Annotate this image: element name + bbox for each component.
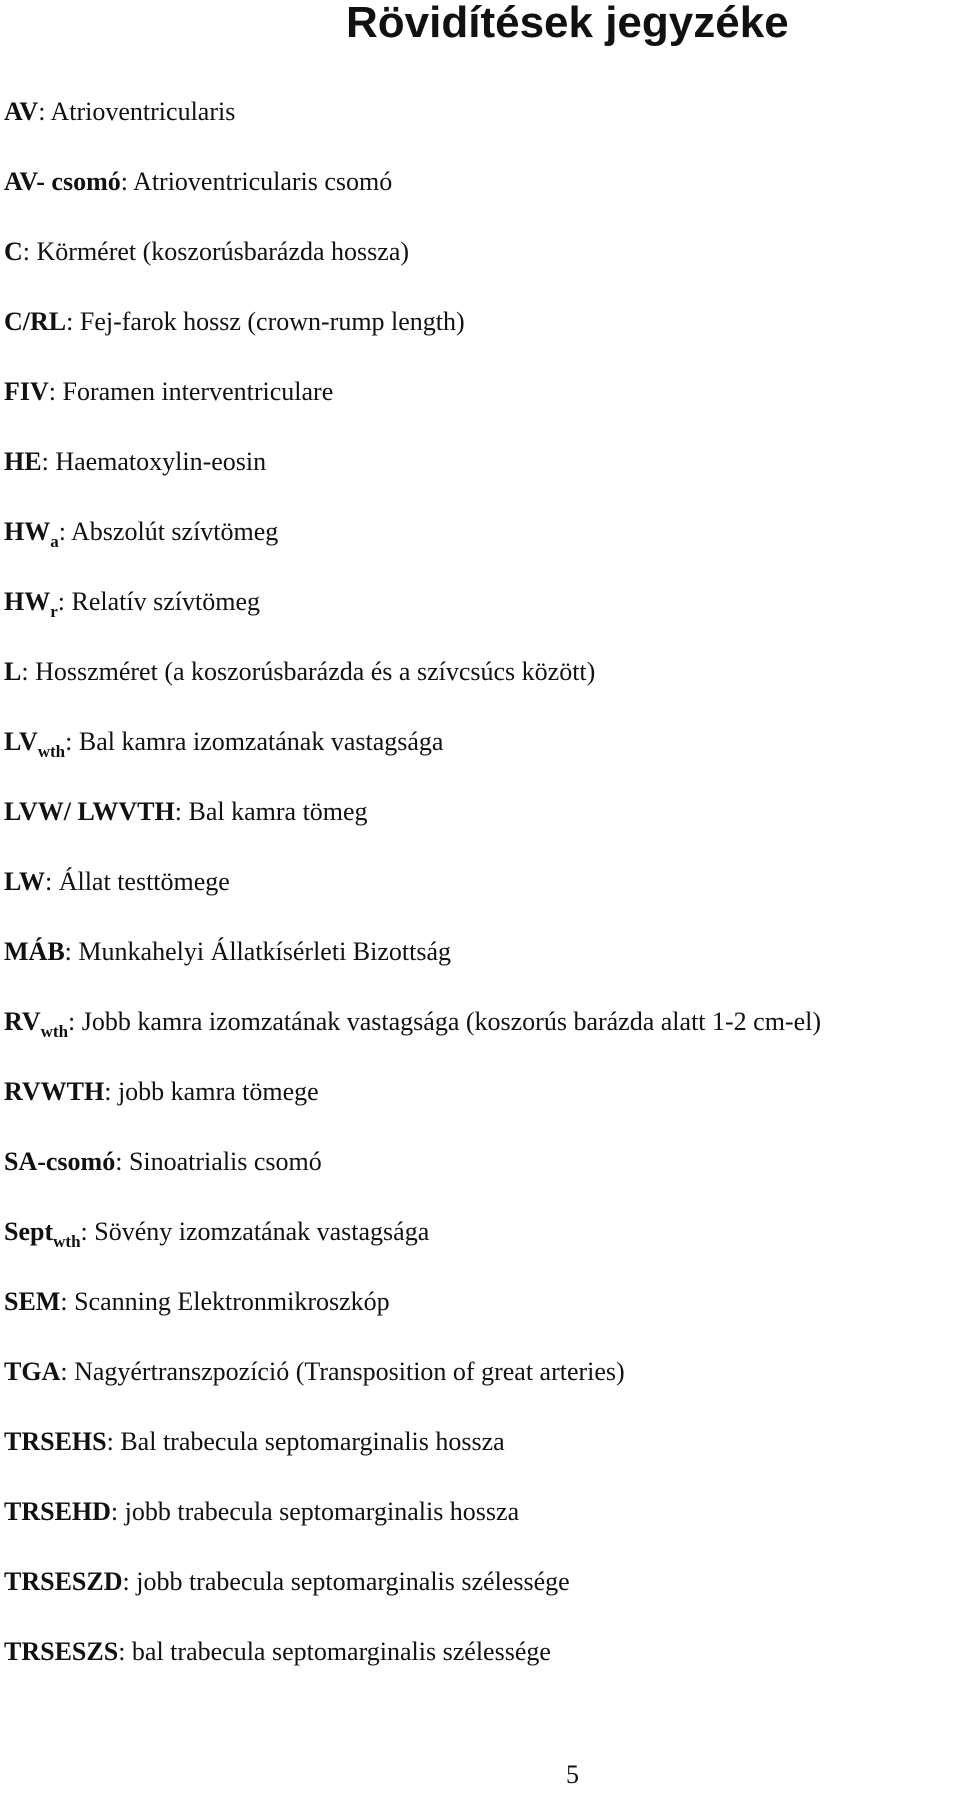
abbreviation-entry: C: Körméret (koszorúsbarázda hossza) <box>4 237 410 266</box>
abbreviation-term: AV- csomó <box>4 167 121 196</box>
abbreviation-definition: Sinoatrialis csomó <box>128 1147 322 1176</box>
abbreviation-term: TRSESZS <box>4 1637 119 1666</box>
abbreviation-entry: AV: Atrioventricularis <box>4 97 236 126</box>
abbreviation-entry: TRSESZS: bal trabecula septomarginalis szélessége <box>4 1637 551 1666</box>
abbreviation-term: TGA <box>4 1357 61 1386</box>
abbreviation-definition: Fej-farok hossz (crown-rump length) <box>79 307 465 336</box>
abbreviation-entry: LVW/ LWVTH: Bal kamra tömeg <box>4 797 368 826</box>
abbreviation-entry: MÁB: Munkahelyi Állatkísérleti Bizottság <box>4 937 452 966</box>
abbreviation-subscript: wth <box>37 742 66 761</box>
abbreviation-term: FIV <box>4 377 49 406</box>
abbreviation-term: LW <box>4 867 45 896</box>
abbreviation-definition: Scanning Elektronmikroszkóp <box>74 1287 390 1316</box>
abbreviation-term: SA-csomó <box>4 1147 116 1176</box>
abbreviation-definition: jobb kamra tömege <box>117 1077 319 1106</box>
abbreviation-definition: Nagyértranszpozíció (Transposition of great arteries) <box>74 1357 625 1386</box>
abbreviation-definition: jobb trabecula septomarginalis hossza <box>124 1497 520 1526</box>
page-number: 5 <box>566 1760 579 1789</box>
abbreviation-term: HE <box>4 447 42 476</box>
abbreviation-term: SEM <box>4 1287 61 1316</box>
abbreviation-definition: Körméret (koszorúsbarázda hossza) <box>36 237 410 266</box>
abbreviation-term: L <box>4 657 22 686</box>
abbreviation-definition: Sövény izomzatának vastagsága <box>94 1217 430 1246</box>
abbreviation-entry: Sept$_{wth}$: Sövény izomzatának vastagsága <box>4 1217 430 1251</box>
abbreviation-definition: Hosszméret (a koszorúsbarázda és a szívcsúcs között) <box>35 657 596 686</box>
abbreviation-term: RV <box>4 1007 41 1036</box>
abbreviation-term: LVW/ LWVTH <box>4 797 175 826</box>
abbreviation-entry: LW: Állat testtömege <box>4 867 230 896</box>
abbreviation-term: TRSEHD <box>4 1497 111 1526</box>
abbreviation-entry: FIV: Foramen interventriculare <box>4 377 334 406</box>
abbreviation-definition: Állat testtömege <box>58 867 230 896</box>
abbreviation-definition: Haematoxylin-eosin <box>55 447 267 476</box>
abbreviation-definition: Atrioventricularis csomó <box>133 167 393 196</box>
abbreviation-term: Sept <box>4 1217 54 1246</box>
abbreviation-term: HW <box>4 517 51 546</box>
abbreviation-subscript: wth <box>40 1022 69 1041</box>
abbreviation-entry: $HW_r$: Relatív szívtömeg <box>4 587 260 621</box>
abbreviation-entry: $LV_{wth}$: Bal kamra izomzatának vastagsága <box>4 727 444 761</box>
abbreviation-subscript: wth <box>53 1232 81 1251</box>
abbreviation-definition: Munkahelyi Állatkísérleti Bizottság <box>78 937 452 966</box>
abbreviation-definition: Foramen interventriculare <box>62 377 334 406</box>
abbreviation-definition: jobb trabecula septomarginalis szélessége <box>136 1567 570 1596</box>
abbreviation-entry: L: Hosszméret (a koszorúsbarázda és a szívcsúcs között) <box>4 657 596 686</box>
abbreviation-entry: HE: Haematoxylin-eosin <box>4 447 267 476</box>
abbreviation-definition: Jobb kamra izomzatának vastagsága (koszorús barázda alatt 1-2 cm-el) <box>81 1007 822 1036</box>
abbreviation-entry: C/RL: Fej-farok hossz (crown-rump length) <box>4 307 465 336</box>
abbreviation-definition: Bal kamra tömeg <box>188 797 368 826</box>
abbreviation-term: C/RL <box>4 307 67 336</box>
abbreviation-term: LV <box>4 727 38 756</box>
abbreviation-entry: $RV_{wth}$: Jobb kamra izomzatának vastagsága (koszorús barázda alatt 1-2 cm-el) <box>4 1007 822 1041</box>
abbreviation-entry: $HW_a$: Abszolút szívtömeg <box>4 517 279 551</box>
abbreviation-entry: TRSEHD: jobb trabecula septomarginalis hossza <box>4 1497 520 1526</box>
abbreviation-entry: SEM: Scanning Elektronmikroszkóp <box>4 1287 390 1316</box>
abbreviation-term: TRSESZD <box>4 1567 123 1596</box>
abbreviation-subscript: a <box>50 532 59 551</box>
abbreviation-term: C <box>4 237 23 266</box>
abbreviation-term: MÁB <box>4 937 65 966</box>
abbreviation-definition: Bal trabecula septomarginalis hossza <box>120 1427 505 1456</box>
abbreviation-list <box>4 90 821 1700</box>
abbreviation-definition: bal trabecula septomarginalis szélessége <box>131 1637 551 1666</box>
abbreviation-entry: TRSESZD: jobb trabecula septomarginalis szélessége <box>4 1567 570 1596</box>
abbreviation-definition: Abszolút szívtömeg <box>71 517 279 546</box>
abbreviation-entry: RVWTH: jobb kamra tömege <box>4 1077 319 1106</box>
page-title: Rövidítések jegyzéke <box>346 0 789 47</box>
abbreviation-term: RVWTH <box>4 1077 105 1106</box>
abbreviation-definition: Atrioventricularis <box>50 97 236 126</box>
abbreviation-entry: AV- csomó: Atrioventricularis csomó <box>4 167 393 196</box>
abbreviation-entry: TGA: Nagyértranszpozíció (Transposition of great arteries) <box>4 1357 625 1386</box>
abbreviation-entry: TRSEHS: Bal trabecula septomarginalis hossza <box>4 1427 505 1456</box>
abbreviation-subscript: r <box>50 602 58 621</box>
abbreviation-entry: SA-csomó: Sinoatrialis csomó <box>4 1147 322 1176</box>
abbreviation-term: TRSEHS <box>4 1427 107 1456</box>
abbreviation-term: AV <box>4 97 39 126</box>
abbreviation-definition: Bal kamra izomzatának vastagsága <box>78 727 444 756</box>
abbreviation-definition: Relatív szívtömeg <box>71 587 260 616</box>
abbreviation-term: HW <box>4 587 51 616</box>
